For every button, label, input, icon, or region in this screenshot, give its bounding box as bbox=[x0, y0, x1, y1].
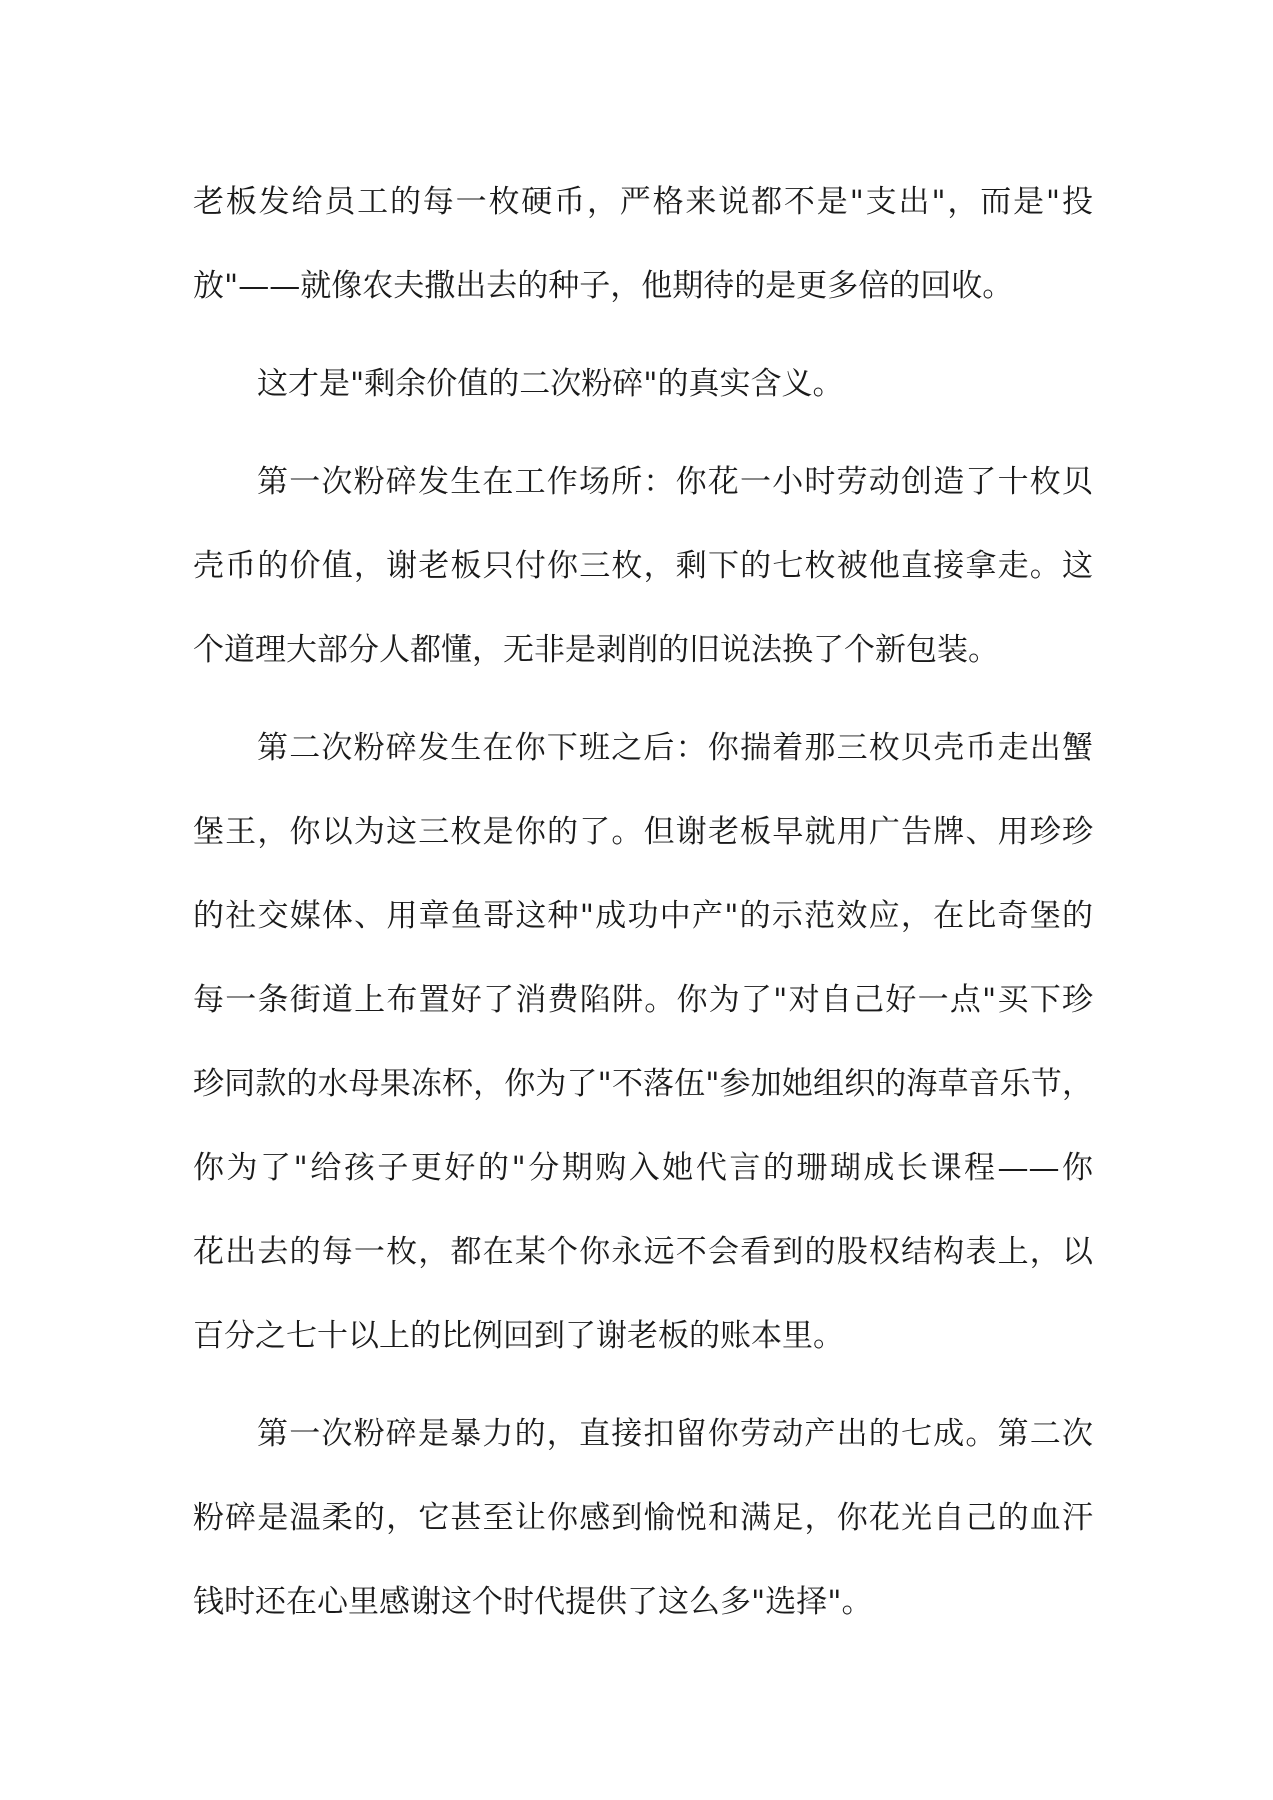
text-line: 放"——就像农夫撒出去的种子，他期待的是更多倍的回收。 bbox=[193, 268, 1014, 304]
text-line: 珍同款的水母果冻杯，你为了"不落伍"参加她组织的海草音乐节， bbox=[193, 1066, 1093, 1102]
text-line: 第二次粉碎发生在你下班之后：你揣着那三枚贝壳币走出蟹 bbox=[257, 730, 1093, 766]
text-line: 粉碎是温柔的，它甚至让你感到愉悦和满足，你花光自己的血汗 bbox=[193, 1500, 1093, 1536]
body-text bbox=[193, 172, 1093, 1656]
text-line: 个道理大部分人都懂，无非是剥削的旧说法换了个新包装。 bbox=[193, 632, 999, 668]
text-line: 每一条街道上布置好了消费陷阱。你为了"对自己好一点"买下珍 bbox=[193, 982, 1093, 1018]
text-line: 第一次粉碎是暴力的，直接扣留你劳动产出的七成。第二次 bbox=[257, 1416, 1093, 1452]
text-line: 百分之七十以上的比例回到了谢老板的账本里。 bbox=[193, 1318, 844, 1354]
text-line: 你为了"给孩子更好的"分期购入她代言的珊瑚成长课程——你 bbox=[193, 1150, 1093, 1186]
text-line: 钱时还在心里感谢这个时代提供了这么多"选择"。 bbox=[193, 1584, 873, 1620]
text-line: 的社交媒体、用章鱼哥这种"成功中产"的示范效应，在比奇堡的 bbox=[193, 898, 1093, 934]
text-line: 壳币的价值，谢老板只付你三枚，剩下的七枚被他直接拿走。这 bbox=[193, 548, 1093, 584]
text-line: 堡王，你以为这三枚是你的了。但谢老板早就用广告牌、用珍珍 bbox=[193, 814, 1093, 850]
text-line: 这才是"剩余价值的二次粉碎"的真实含义。 bbox=[257, 366, 844, 402]
text-line: 花出去的每一枚，都在某个你永远不会看到的股权结构表上，以 bbox=[193, 1234, 1093, 1270]
text-line: 老板发给员工的每一枚硬币，严格来说都不是"支出"，而是"投 bbox=[193, 184, 1093, 220]
text-line: 第一次粉碎发生在工作场所：你花一小时劳动创造了十枚贝 bbox=[257, 464, 1093, 500]
